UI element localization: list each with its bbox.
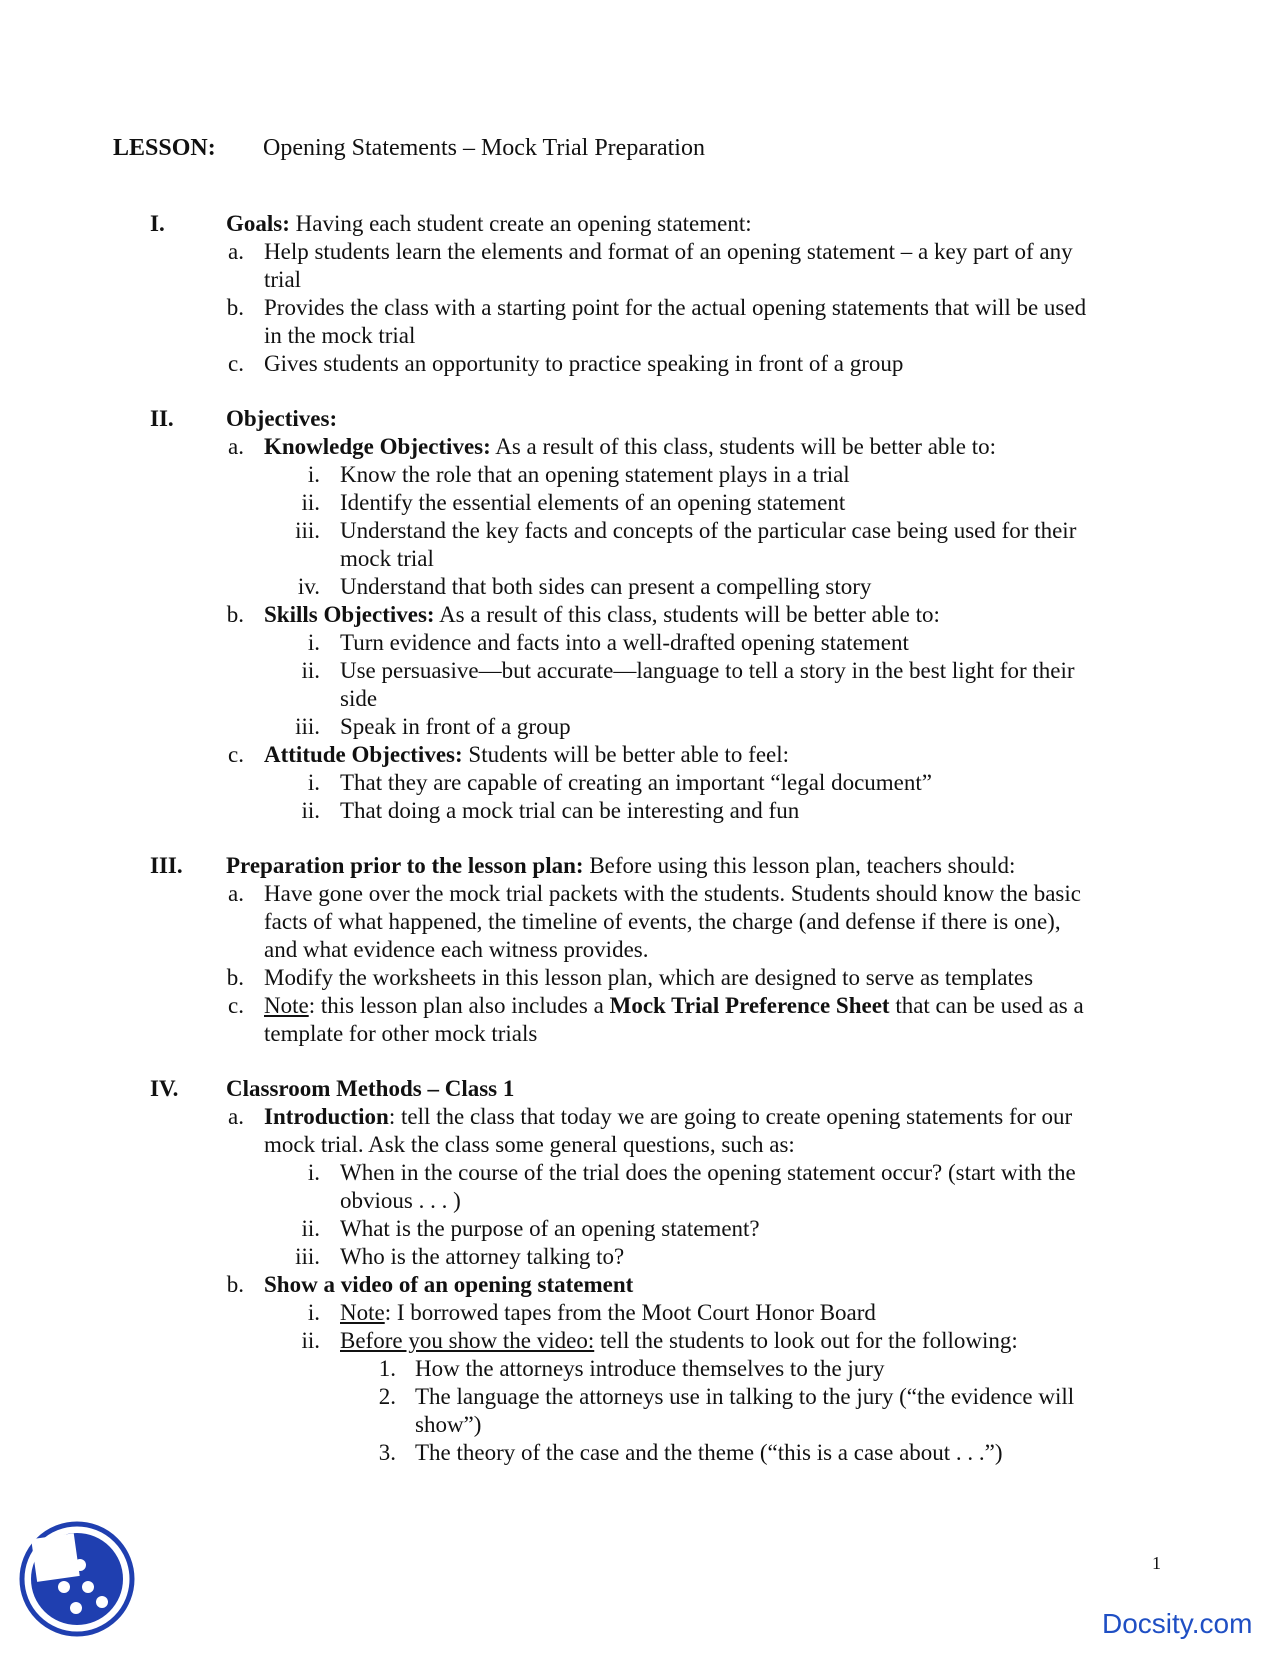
list-marker: 2. xyxy=(378,1384,396,1409)
list-item: Who is the attorney talking to? xyxy=(340,1244,625,1269)
list-marker: b. xyxy=(226,295,244,320)
list-item: Modify the worksheets in this lesson plan, which are designed to serve as templates xyxy=(264,965,1034,990)
list-item: Understand that both sides can present a compelling story xyxy=(340,574,872,599)
section-number: III. xyxy=(150,853,183,878)
list-item: Note: this lesson plan also includes a Mock Trial Preference Sheet that can be used as a xyxy=(264,993,1084,1018)
section-number: IV. xyxy=(150,1076,179,1101)
list-marker: b. xyxy=(226,965,244,990)
list-item: Provides the class with a starting point for the actual opening statements that will be used xyxy=(264,295,1087,320)
list-item: Gives students an opportunity to practice speaking in front of a group xyxy=(264,351,904,376)
list-marker: iii. xyxy=(295,518,320,543)
list-marker: 3. xyxy=(378,1440,396,1465)
list-marker: b. xyxy=(226,602,244,627)
list-item: The theory of the case and the theme (“this is a case about . . .”) xyxy=(415,1440,1003,1465)
list-marker: i. xyxy=(307,630,320,655)
list-item: Knowledge Objectives: As a result of this class, students will be better able to: xyxy=(264,434,997,459)
list-marker: 1. xyxy=(378,1356,396,1381)
list-item: That they are capable of creating an important “legal document” xyxy=(340,770,932,795)
list-item: Before you show the video: tell the students to look out for the following: xyxy=(340,1328,1018,1353)
list-item: Speak in front of a group xyxy=(340,714,571,739)
list-marker: ii. xyxy=(301,1328,320,1353)
list-marker: iii. xyxy=(295,714,320,739)
list-marker: b. xyxy=(226,1272,244,1297)
list-item: Identify the essential elements of an opening statement xyxy=(340,490,846,515)
list-marker: iii. xyxy=(295,1244,320,1269)
list-item-continuation: facts of what happened, the timeline of events, the charge (and defense if there is one), xyxy=(264,909,1061,934)
list-marker: iv. xyxy=(297,574,320,599)
section-heading-goals: Goals: Having each student create an opening statement: xyxy=(226,211,752,236)
list-item-continuation: obvious . . . ) xyxy=(340,1188,461,1213)
list-marker: ii. xyxy=(301,798,320,823)
docsity-brand-link[interactable]: Docsity.com xyxy=(1102,1608,1253,1639)
list-item-continuation: side xyxy=(340,686,378,711)
list-marker: c. xyxy=(228,993,244,1018)
list-item: Introduction: tell the class that today we are going to create opening statements for our xyxy=(264,1104,1073,1129)
list-item-continuation: show”) xyxy=(415,1412,482,1437)
list-item: Show a video of an opening statement xyxy=(264,1272,634,1297)
list-marker: i. xyxy=(307,1160,320,1185)
list-item: Understand the key facts and concepts of the particular case being used for their xyxy=(340,518,1077,543)
list-marker: i. xyxy=(307,1300,320,1325)
list-item: Know the role that an opening statement plays in a trial xyxy=(340,462,850,487)
list-marker: i. xyxy=(307,770,320,795)
list-marker: c. xyxy=(228,742,244,767)
section-heading-objectives: Objectives: xyxy=(226,406,338,431)
list-item-continuation: mock trial xyxy=(340,546,434,571)
list-item: How the attorneys introduce themselves to the jury xyxy=(415,1356,885,1381)
list-marker: a. xyxy=(228,1104,244,1129)
list-item: Use persuasive—but accurate—language to tell a story in the best light for their xyxy=(340,658,1075,683)
list-marker: c. xyxy=(228,351,244,376)
section-heading-preparation: Preparation prior to the lesson plan: Before using this lesson plan, teachers should: xyxy=(226,853,1016,878)
list-item: Turn evidence and facts into a well-drafted opening statement xyxy=(340,630,909,655)
section-heading-classroom-methods: Classroom Methods – Class 1 xyxy=(226,1076,515,1101)
docsity-logo-icon[interactable] xyxy=(18,1520,136,1638)
list-item: Attitude Objectives: Students will be better able to feel: xyxy=(264,742,790,767)
list-item-continuation: mock trial. Ask the class some general questions, such as: xyxy=(264,1132,795,1157)
lesson-label: LESSON: xyxy=(113,135,216,161)
list-item: Note: I borrowed tapes from the Moot Court Honor Board xyxy=(340,1300,876,1325)
list-marker: a. xyxy=(228,881,244,906)
list-item-continuation: trial xyxy=(264,267,302,292)
page-number: 1 xyxy=(1152,1553,1161,1573)
list-item: That doing a mock trial can be interesting and fun xyxy=(340,798,800,823)
list-item: What is the purpose of an opening statement? xyxy=(340,1216,760,1241)
list-item-continuation: and what evidence each witness provides. xyxy=(264,937,649,962)
section-number: II. xyxy=(150,406,174,431)
list-item-continuation: in the mock trial xyxy=(264,323,416,348)
list-marker: a. xyxy=(228,434,244,459)
list-marker: ii. xyxy=(301,490,320,515)
list-item: Help students learn the elements and format of an opening statement – a key part of any xyxy=(264,239,1073,264)
list-marker: i. xyxy=(307,462,320,487)
list-marker: ii. xyxy=(301,658,320,683)
list-item: Have gone over the mock trial packets with the students. Students should know the basic xyxy=(264,881,1081,906)
list-item-continuation: template for other mock trials xyxy=(264,1021,538,1046)
list-marker: ii. xyxy=(301,1216,320,1241)
list-marker: a. xyxy=(228,239,244,264)
list-item: When in the course of the trial does the opening statement occur? (start with the xyxy=(340,1160,1076,1185)
page-title: Opening Statements – Mock Trial Preparation xyxy=(263,135,705,161)
list-item: Skills Objectives: As a result of this class, students will be better able to: xyxy=(264,602,940,627)
section-number: I. xyxy=(150,211,165,236)
list-item: The language the attorneys use in talking to the jury (“the evidence will xyxy=(415,1384,1075,1409)
